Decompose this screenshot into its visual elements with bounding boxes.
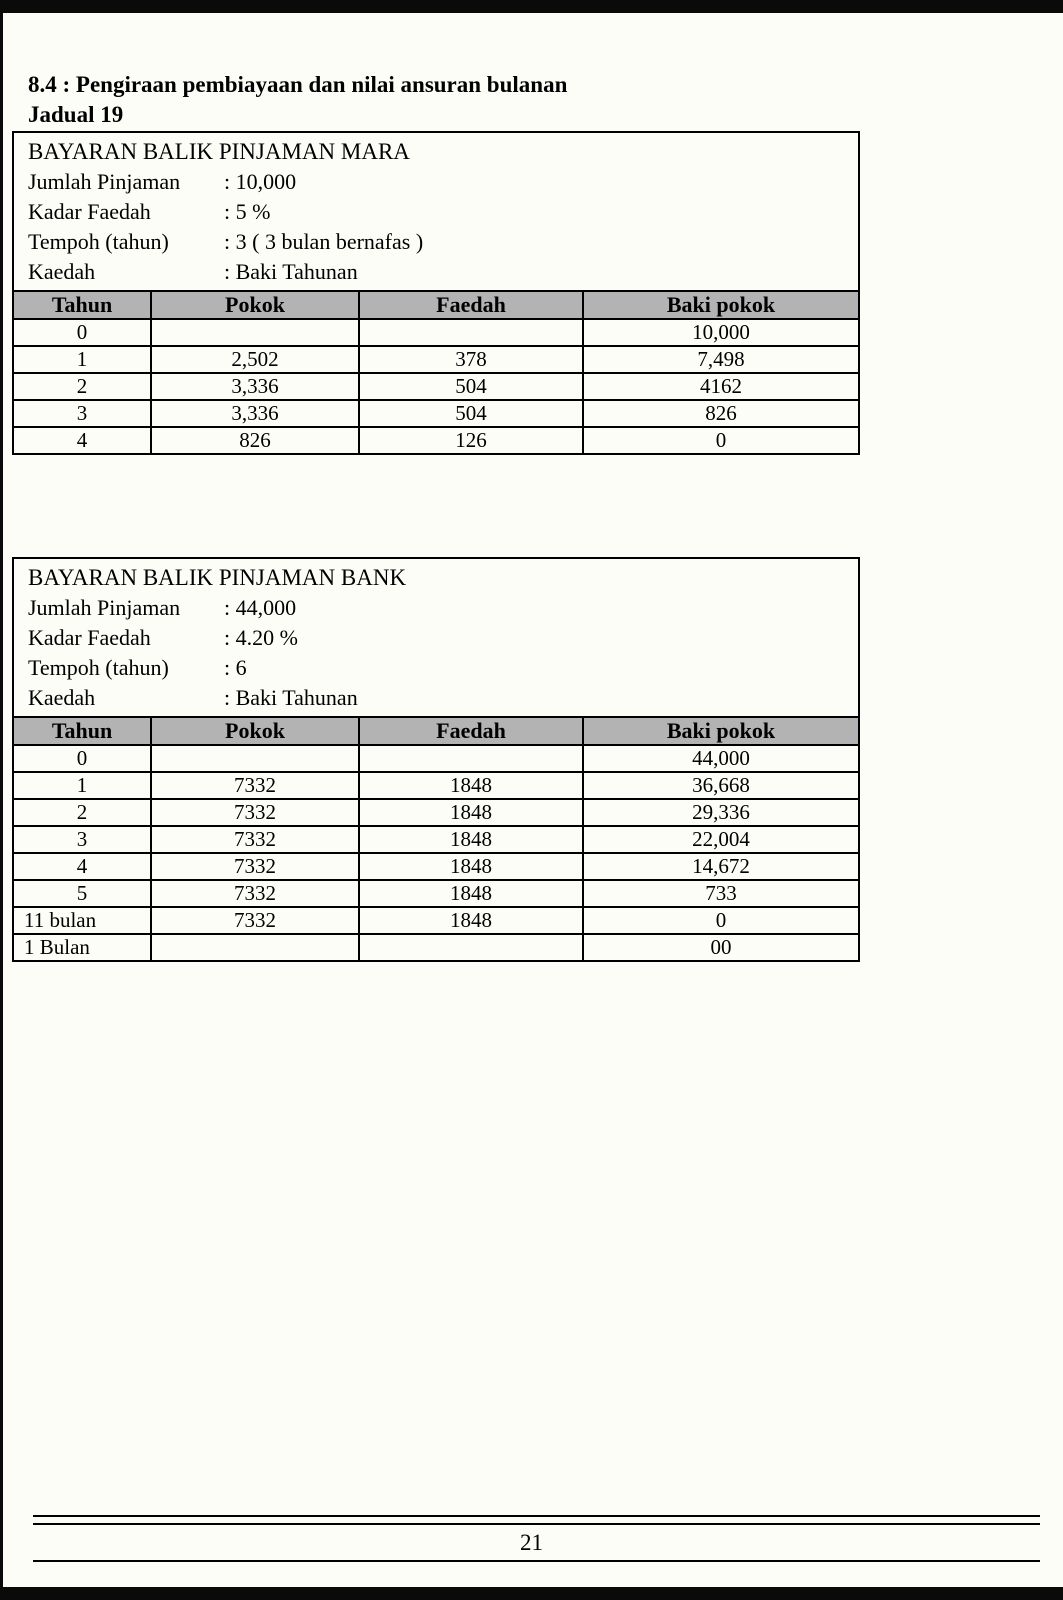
loan-table-section-mara: [12, 131, 860, 455]
table-cell: 0: [13, 745, 151, 772]
table-cell: 7332: [151, 772, 359, 799]
loan-info-label: Kadar Faedah: [28, 625, 151, 650]
column-header: Tahun: [13, 291, 151, 319]
table-row: [13, 907, 859, 934]
table-row: [13, 427, 859, 454]
table-cell: 00: [583, 934, 859, 961]
footer-rule-top: [33, 1515, 1040, 1517]
footer-rule-mid: [33, 1523, 1040, 1525]
loan-info-label: Jumlah Pinjaman: [28, 595, 181, 620]
table-cell: [359, 319, 583, 346]
table-cell: 1848: [359, 880, 583, 907]
table-cell: 22,004: [583, 826, 859, 853]
table-cell: 378: [359, 346, 583, 373]
table-cell: [359, 745, 583, 772]
table-cell: 1848: [359, 853, 583, 880]
loan-info-value: : 3 ( 3 bulan bernafas ): [224, 229, 424, 254]
table-cell: 2: [13, 799, 151, 826]
loan-table-section-bank: [12, 557, 860, 962]
loan-info-value: : 6: [224, 655, 247, 680]
table-cell: 126: [359, 427, 583, 454]
column-header: Baki pokok: [583, 291, 859, 319]
loan-info-label: Jumlah Pinjaman: [28, 169, 181, 194]
loan-info-label: Kaedah: [28, 685, 96, 710]
table-caption: Jadual 19: [28, 102, 124, 127]
loan-info-line: [28, 257, 852, 287]
column-header: Baki pokok: [583, 717, 859, 745]
table-row: [13, 934, 859, 961]
loan-info-line: [28, 683, 852, 713]
table-cell: 1848: [359, 772, 583, 799]
scan-edge-bottom: [0, 1587, 1063, 1600]
table-cell: 3,336: [151, 373, 359, 400]
table-cell: 2,502: [151, 346, 359, 373]
loan-table-title: BAYARAN BALIK PINJAMAN MARA: [28, 139, 410, 164]
table-cell: 11 bulan: [13, 907, 151, 934]
table-row: [13, 826, 859, 853]
table-row: [13, 772, 859, 799]
page-number: 21: [520, 1530, 543, 1555]
table-cell: 504: [359, 373, 583, 400]
amortization-table-mara: [12, 290, 860, 455]
loan-info-label: Tempoh (tahun): [28, 229, 169, 254]
loan-info-line: [28, 653, 852, 683]
table-cell: 14,672: [583, 853, 859, 880]
amortization-table-bank: [12, 716, 860, 962]
table-cell: 1848: [359, 799, 583, 826]
table-cell: 7332: [151, 826, 359, 853]
loan-info-value: : Baki Tahunan: [224, 259, 358, 284]
scan-edge-top: [0, 0, 1063, 13]
table-header-row: [13, 717, 859, 745]
loan-info-value: : 5 %: [224, 199, 271, 224]
table-cell: 3,336: [151, 400, 359, 427]
table-row: [13, 745, 859, 772]
table-cell: [151, 319, 359, 346]
column-header: Tahun: [13, 717, 151, 745]
table-cell: 7,498: [583, 346, 859, 373]
loan-info-line: [28, 593, 852, 623]
table-cell: 7332: [151, 880, 359, 907]
scan-edge-left: [0, 0, 3, 1600]
table-row: [13, 346, 859, 373]
table-cell: 29,336: [583, 799, 859, 826]
table-row: [13, 853, 859, 880]
table-cell: 4: [13, 427, 151, 454]
table-cell: 0: [583, 427, 859, 454]
column-header: Faedah: [359, 291, 583, 319]
loan-info-value: : Baki Tahunan: [224, 685, 358, 710]
table-cell: 7332: [151, 907, 359, 934]
table-cell: [151, 934, 359, 961]
table-row: [13, 799, 859, 826]
table-cell: 1 Bulan: [13, 934, 151, 961]
table-cell: 3: [13, 826, 151, 853]
table-cell: 7332: [151, 799, 359, 826]
loan-info-label: Kadar Faedah: [28, 199, 151, 224]
table-cell: 504: [359, 400, 583, 427]
loan-info-line: [28, 197, 852, 227]
loan-info-value: : 10,000: [224, 169, 297, 194]
table-cell: [359, 934, 583, 961]
loan-table-title: BAYARAN BALIK PINJAMAN BANK: [28, 565, 407, 590]
table-cell: 0: [583, 907, 859, 934]
table-cell: 1848: [359, 826, 583, 853]
loan-info-block: [28, 593, 852, 713]
table-cell: 3: [13, 400, 151, 427]
table-cell: 36,668: [583, 772, 859, 799]
table-row: [13, 400, 859, 427]
loan-header-block: [12, 557, 860, 716]
table-row: [13, 880, 859, 907]
table-cell: 1: [13, 346, 151, 373]
loan-info-line: [28, 167, 852, 197]
loan-info-label: Kaedah: [28, 259, 96, 284]
loan-info-label: Tempoh (tahun): [28, 655, 169, 680]
table-cell: [151, 745, 359, 772]
table-cell: 1848: [359, 907, 583, 934]
table-cell: 2: [13, 373, 151, 400]
table-cell: 7332: [151, 853, 359, 880]
loan-info-line: [28, 227, 852, 257]
table-cell: 826: [583, 400, 859, 427]
table-cell: 4: [13, 853, 151, 880]
column-header: Pokok: [151, 717, 359, 745]
table-cell: 10,000: [583, 319, 859, 346]
table-row: [13, 373, 859, 400]
loan-info-line: [28, 623, 852, 653]
loan-header-block: [12, 131, 860, 290]
table-cell: 44,000: [583, 745, 859, 772]
loan-info-value: : 4.20 %: [224, 625, 298, 650]
table-cell: 0: [13, 319, 151, 346]
table-cell: 826: [151, 427, 359, 454]
table-cell: 5: [13, 880, 151, 907]
table-header-row: [13, 291, 859, 319]
table-cell: 1: [13, 772, 151, 799]
section-heading: 8.4 : Pengiraan pembiayaan dan nilai ansuran bulanan: [28, 72, 568, 97]
loan-info-value: : 44,000: [224, 595, 297, 620]
footer-rule-bottom: [33, 1560, 1040, 1562]
column-header: Pokok: [151, 291, 359, 319]
table-cell: 4162: [583, 373, 859, 400]
loan-info-block: [28, 167, 852, 287]
table-cell: 733: [583, 880, 859, 907]
column-header: Faedah: [359, 717, 583, 745]
table-row: [13, 319, 859, 346]
